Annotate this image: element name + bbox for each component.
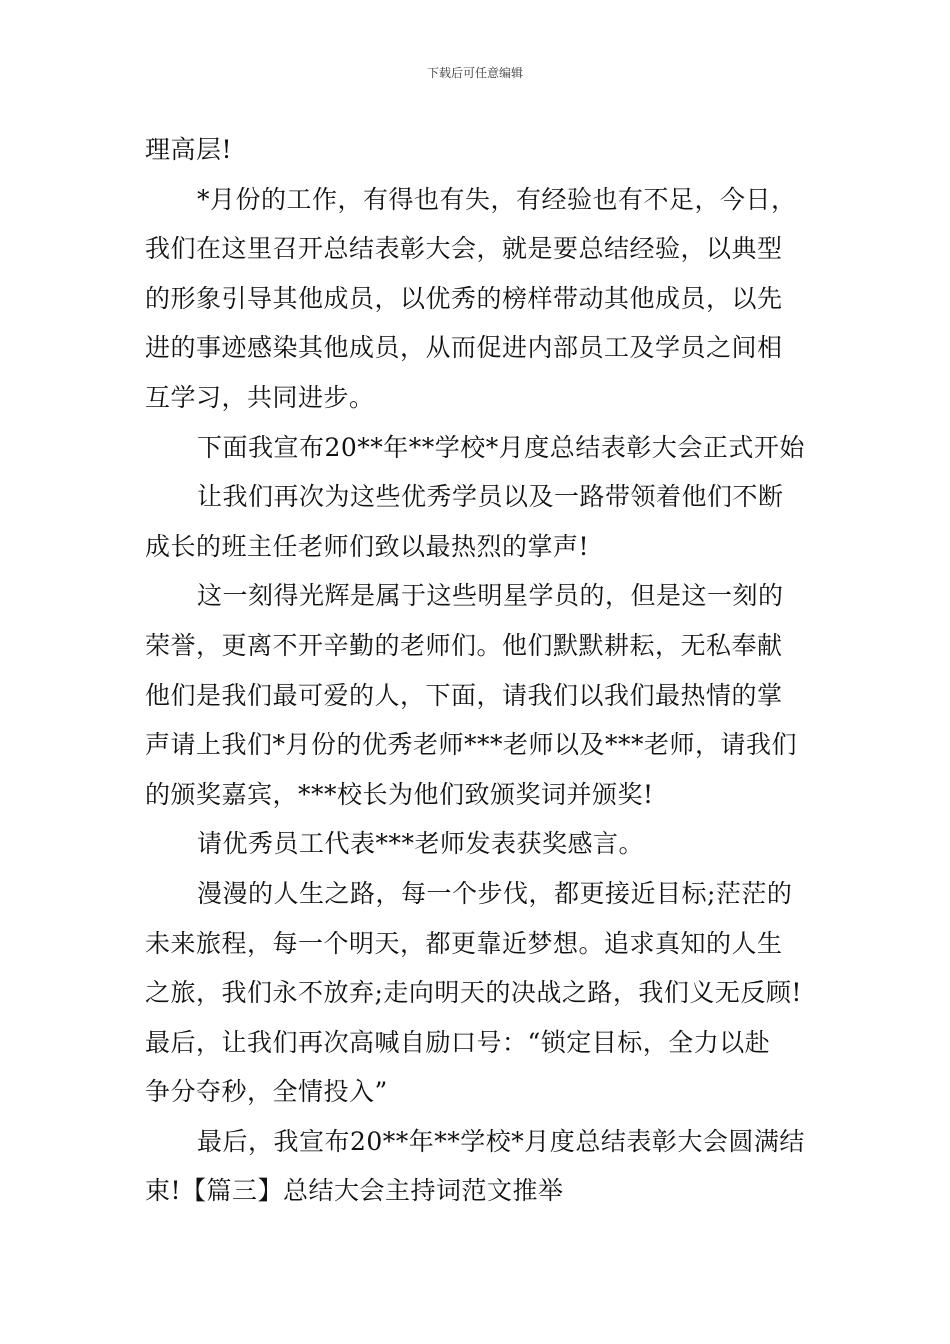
page-header: 下载后可任意编辑 xyxy=(426,66,523,80)
text-line: 最后，我宣布20**年**学校*月度总结表彰大会圆满结 xyxy=(197,1126,805,1156)
text-line: 争分夺秒，全情投入” xyxy=(145,1077,388,1107)
text-line: 之旅，我们永不放弃;走向明天的决战之路，我们义无反顾! xyxy=(145,978,802,1008)
text-line: 束!【篇三】总结大会主持词范文推举 xyxy=(145,1176,564,1206)
text-line: 的颁奖嘉宾，***校长为他们致颁奖词并颁奖! xyxy=(145,779,654,809)
text-line: 漫漫的人生之路，每一个步伐，都更接近目标;茫茫的 xyxy=(197,878,793,908)
text-line: 请优秀员工代表***老师发表获奖感言。 xyxy=(197,829,645,859)
text-line: 互学习，共同进步。 xyxy=(145,382,375,412)
text-line: 这一刻得光辉是属于这些明星学员的，但是这一刻的 xyxy=(197,581,784,611)
text-line: *月份的工作，有得也有失，有经验也有不足，今日， xyxy=(197,184,797,214)
text-line: 理高层! xyxy=(145,135,233,164)
text-line: 他们是我们最可爱的人，下面，请我们以我们最热情的掌 xyxy=(145,680,783,710)
text-line: 进的事迹感染其他成员，从而促进内部员工及学员之间相 xyxy=(145,333,783,363)
text-line: 的形象引导其他成员，以优秀的榜样带动其他成员，以先 xyxy=(145,283,783,313)
text-line: 成长的班主任老师们致以最热烈的掌声! xyxy=(145,531,590,561)
text-line: 最后，让我们再次高喊自励口号：“锁定目标，全力以赴 xyxy=(145,1027,771,1057)
text-line: 下面我宣布20**年**学校*月度总结表彰大会正式开始 xyxy=(197,432,805,462)
text-line: 未来旅程，每一个明天，都更靠近梦想。追求真知的人生 xyxy=(145,928,783,958)
text-line: 我们在这里召开总结表彰大会，就是要总结经验，以典型 xyxy=(145,234,783,264)
text-line: 声请上我们*月份的优秀老师***老师以及***老师，请我们 xyxy=(145,730,798,760)
document-body xyxy=(145,125,810,1216)
text-line: 让我们再次为这些优秀学员以及一路带领着他们不断 xyxy=(197,482,784,512)
text-line: 荣誉，更离不开辛勤的老师们。他们默默耕耘，无私奉献 xyxy=(145,630,783,660)
